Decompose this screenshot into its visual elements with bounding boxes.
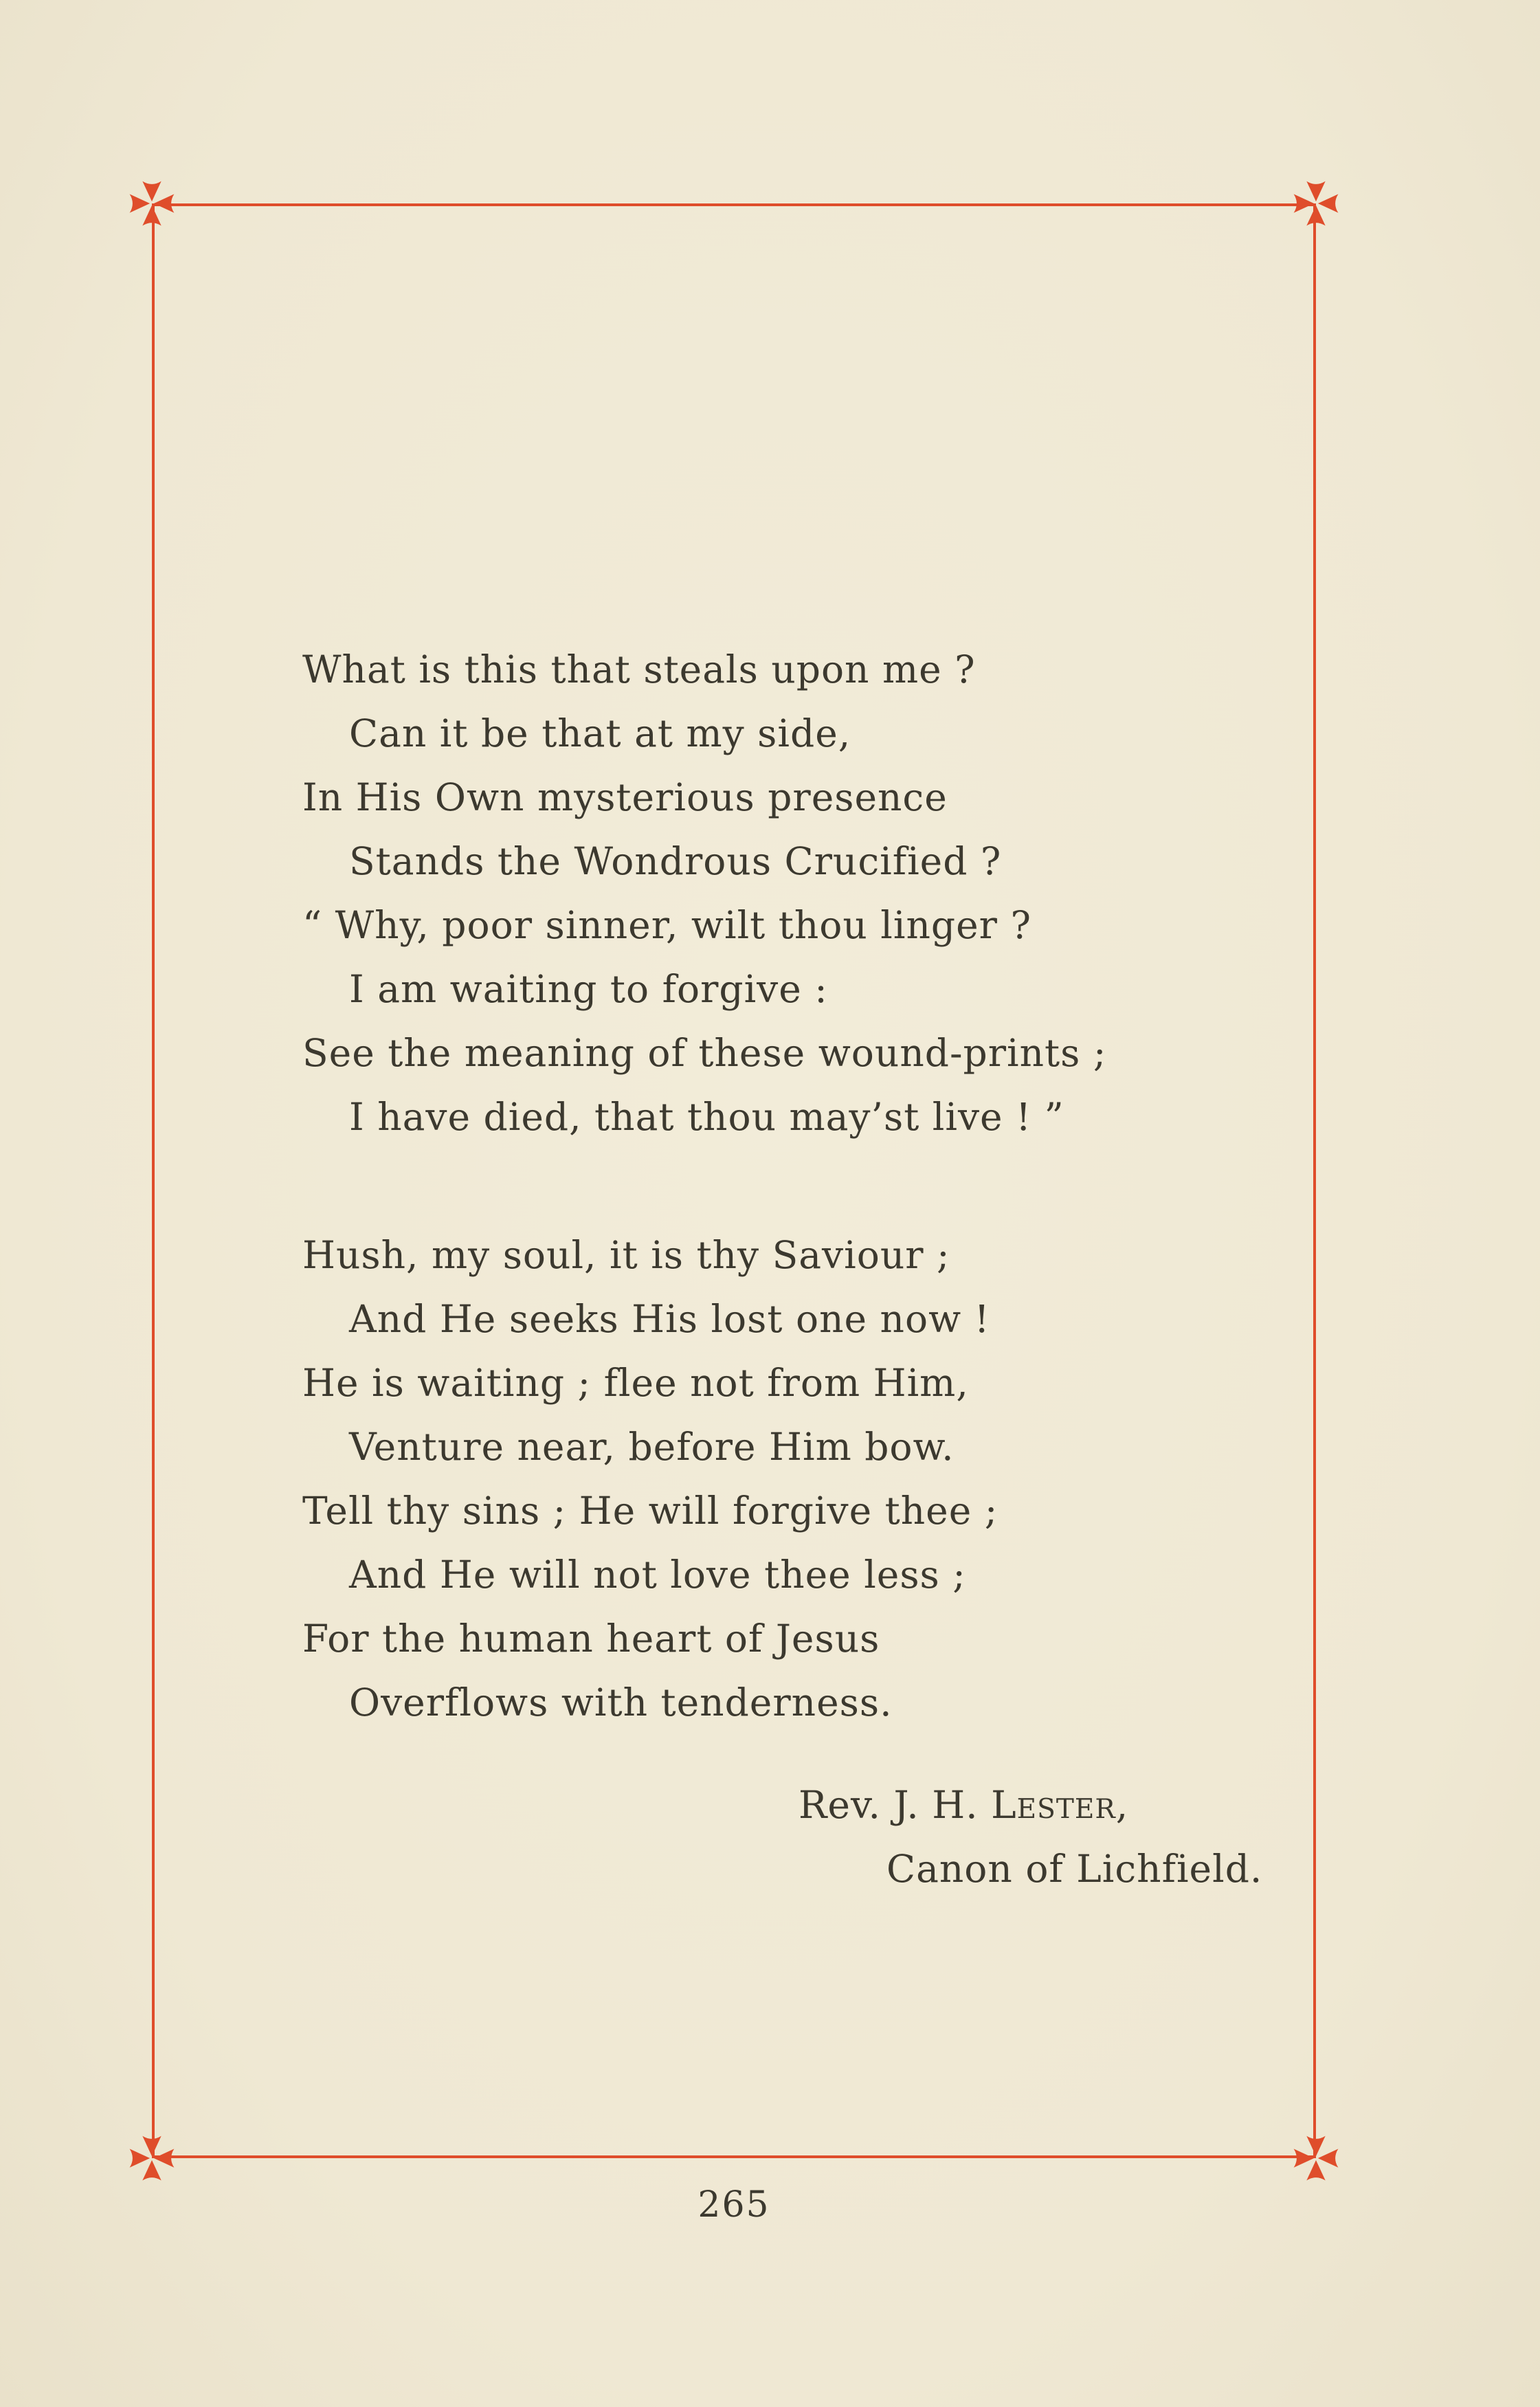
poem-line: And He seeks His lost one now !	[349, 1297, 990, 1341]
poem-line: Stands the Wondrous Crucified ?	[349, 839, 1002, 883]
poem-line: I have died, that thou may’st live ! ”	[349, 1095, 1064, 1139]
poem-line: And He will not love thee less ;	[349, 1553, 966, 1597]
stanza-gap	[302, 1149, 1196, 1223]
poem-line: Hush, my soul, it is thy Saviour ;	[302, 1233, 950, 1277]
poem-line: He is waiting ; flee not from Him,	[302, 1361, 969, 1405]
attribution-author-surname: Lester,	[991, 1783, 1129, 1827]
attribution-author	[302, 1773, 1196, 1837]
attribution-title: Canon of Lichfield.	[886, 1847, 1263, 1891]
stanza-2	[302, 1223, 1196, 1735]
poem-line: Venture near, before Him bow.	[349, 1425, 955, 1469]
poem-line: Tell thy sins ; He will forgive thee ;	[302, 1489, 998, 1533]
poem-line: “ Why, poor sinner, wilt thou linger ?	[302, 903, 1031, 947]
maltese-cross-icon	[1291, 2133, 1341, 2183]
maltese-cross-icon	[1291, 179, 1341, 228]
poem-line: See the meaning of these wound-prints ;	[302, 1031, 1107, 1075]
poem-line: What is this that steals upon me ?	[302, 647, 976, 691]
poem-line: For the human heart of Jesus	[302, 1617, 880, 1661]
stanza-1	[302, 638, 1196, 1149]
poem-line: In His Own mysterious presence	[302, 775, 948, 819]
attribution	[302, 1773, 1263, 1901]
maltese-cross-icon	[127, 179, 177, 228]
attribution-author-prefix: Rev. J. H.	[799, 1783, 992, 1827]
poem-line: Overflows with tenderness.	[349, 1681, 893, 1724]
maltese-cross-icon	[127, 2133, 177, 2183]
poem	[302, 638, 1263, 1901]
page-number: 265	[698, 2184, 770, 2226]
poem-line: I am waiting to forgive :	[349, 967, 828, 1011]
poem-line: Can it be that at my side,	[349, 711, 851, 755]
